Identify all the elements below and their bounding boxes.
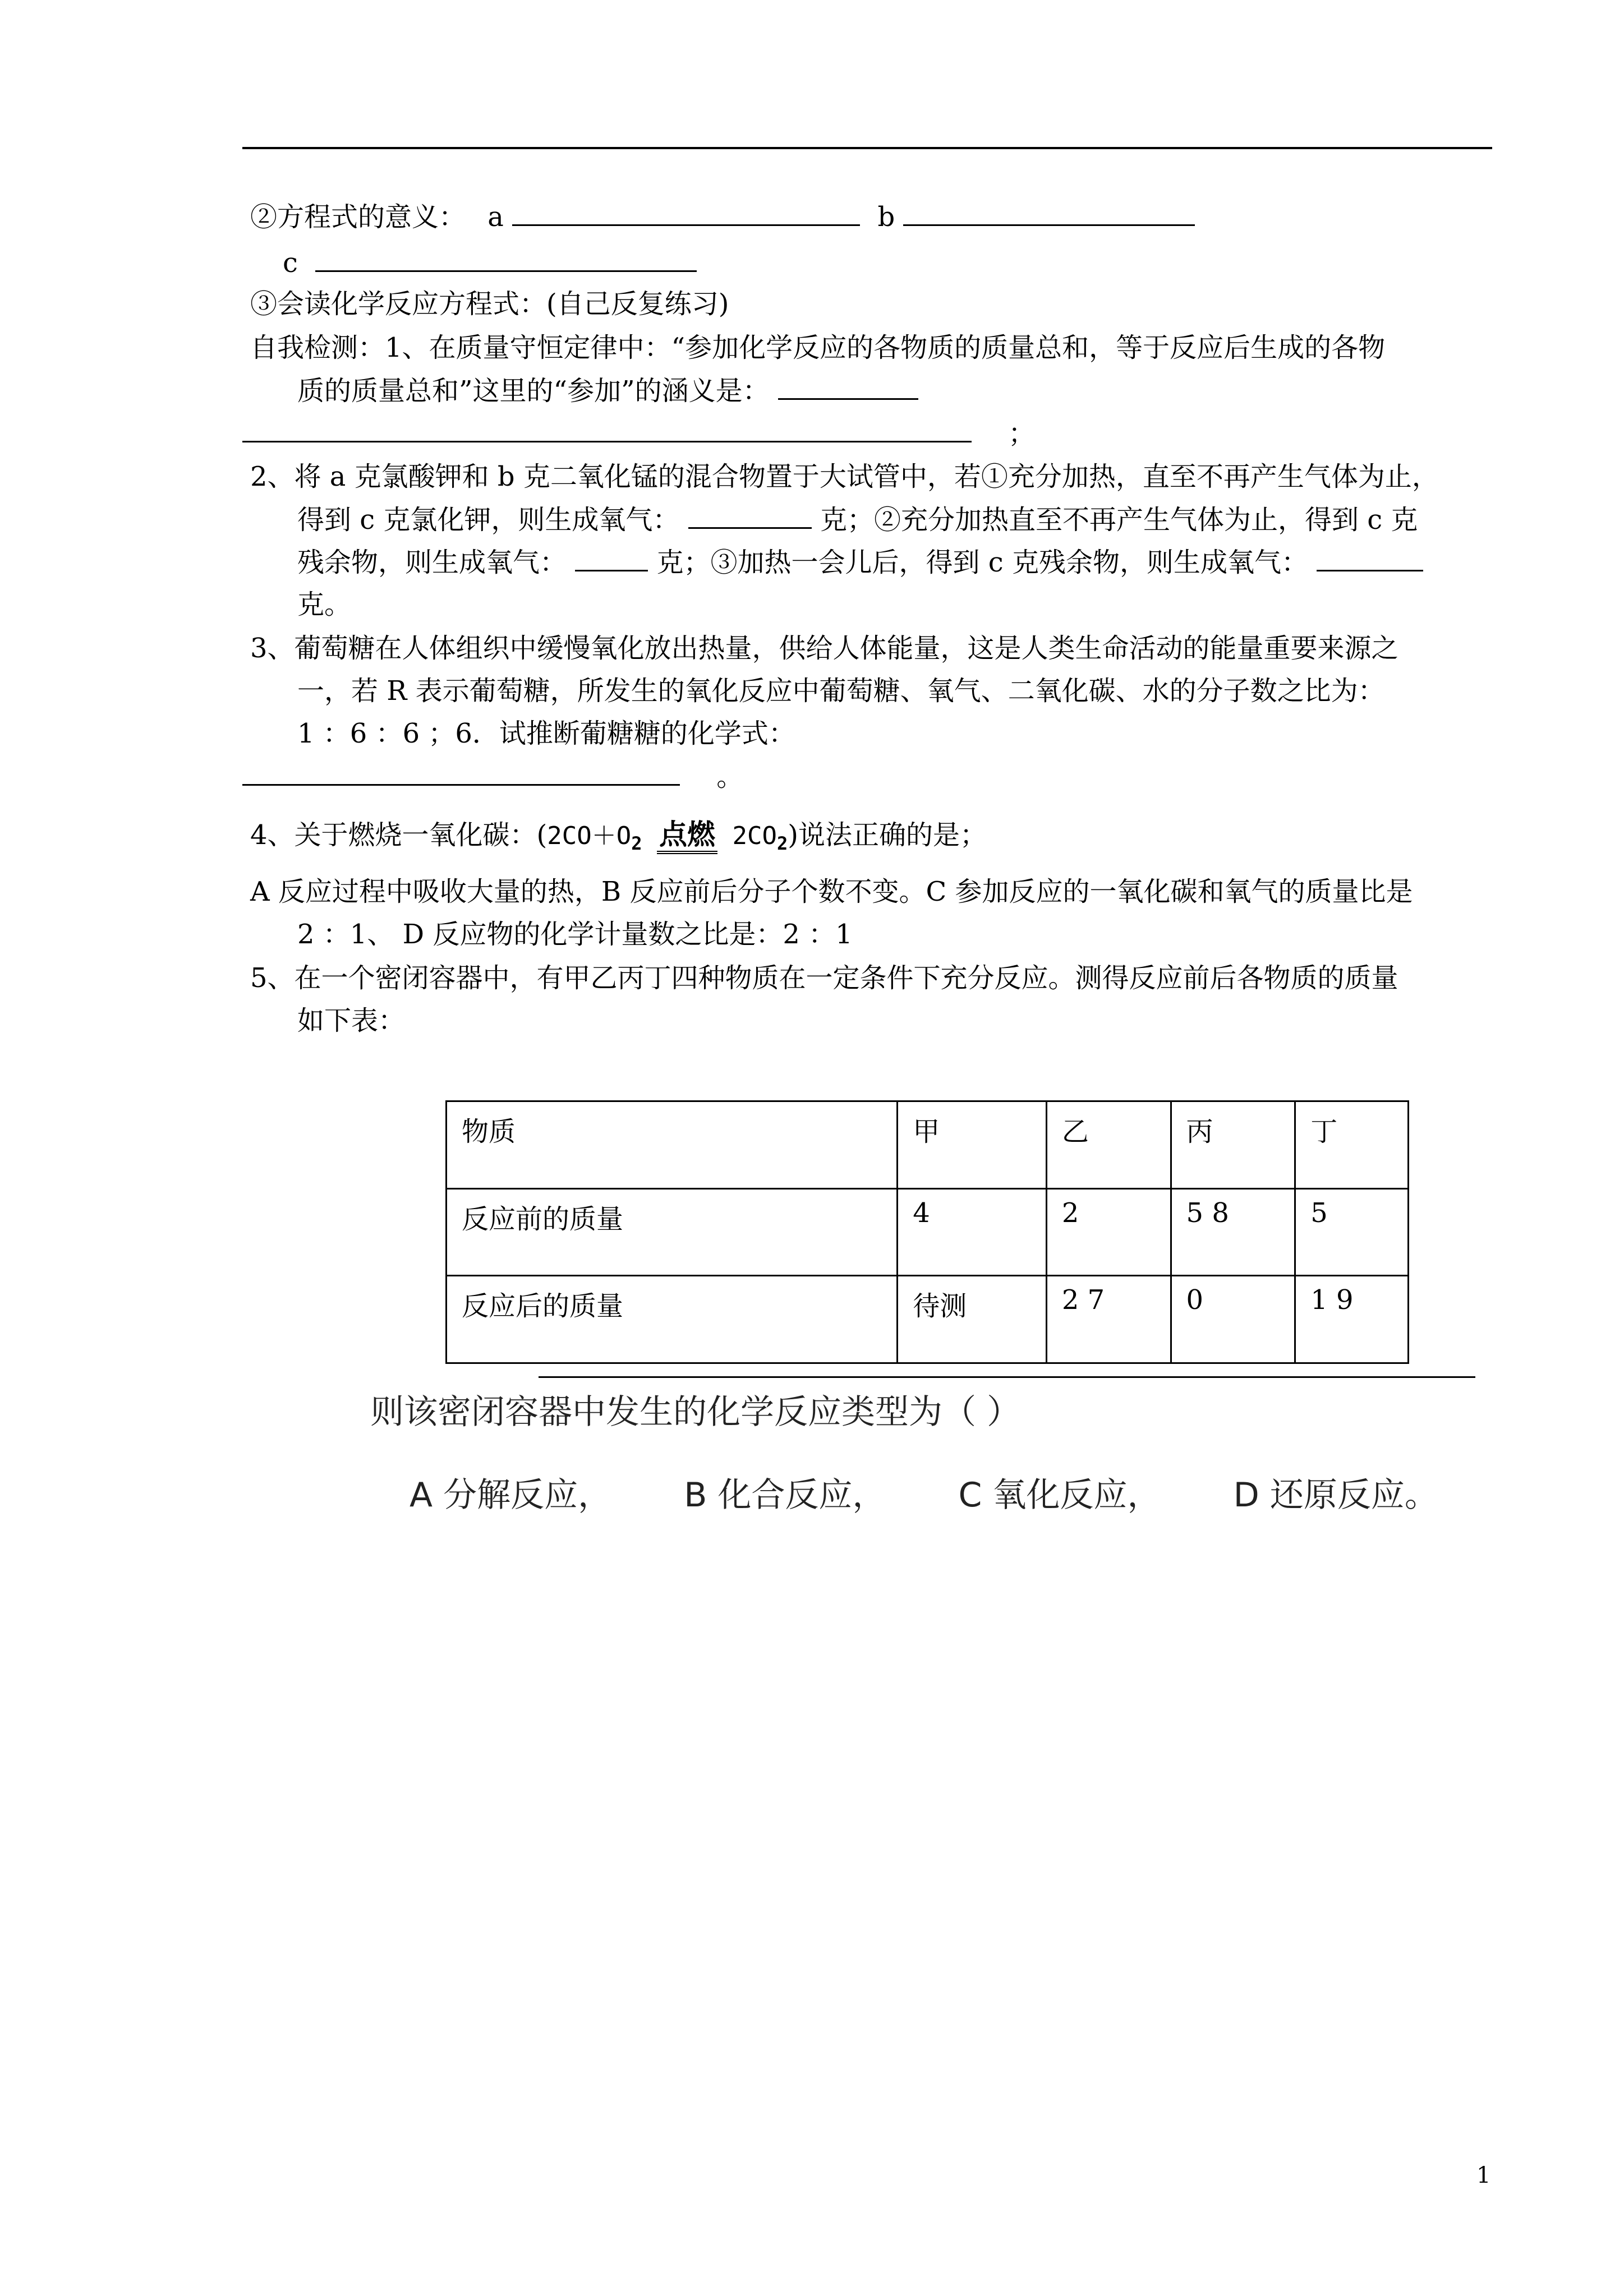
blank-a <box>512 200 860 226</box>
q1-line2-text: 质的质量总和”这里的“参加”的涵义是： <box>297 375 770 407</box>
eq-sub1: 2 <box>631 832 642 854</box>
option-a: A 分解反应， <box>410 1476 612 1515</box>
q1-line1: 自我检测：1、在质量守恒定律中：“参加化学反应的各物质的质量总和，等于反应后生成的各物 <box>250 332 1386 363</box>
table-cell: 1 9 <box>1295 1276 1409 1363</box>
reaction-type-question: 则该密闭容器中发生的化学反应类型为（ ） <box>370 1393 1021 1432</box>
table-tail-rule <box>539 1376 1475 1378</box>
header-rule <box>242 147 1492 149</box>
option-c: C 氧化反应， <box>958 1476 1161 1515</box>
q3-line1: 3、葡萄糖在人体组织中缓慢氧化放出热量，供给人体能量，这是人类生命活动的能量重要来源之 <box>250 633 1398 664</box>
option-b: B 化合反应， <box>684 1476 886 1515</box>
eq-right: 2CO <box>732 822 777 850</box>
table-row <box>447 1188 1409 1276</box>
blank-b <box>903 200 1195 226</box>
blank-a-label: a <box>487 201 504 233</box>
mass-table <box>445 1100 1409 1364</box>
q1-line2 <box>297 374 918 408</box>
blank-c-label: c <box>283 247 298 279</box>
q5-line1: 5、在一个密闭容器中，有甲乙丙丁四种物质在一定条件下充分反应。测得反应前后各物质的质量 <box>250 962 1398 994</box>
table-cell: 反应后的质量 <box>447 1276 898 1363</box>
q4-prefix: 4、关于燃烧一氧化碳：( <box>250 819 548 851</box>
q2-line2a: 得到 c 克氯化钾，则生成氧气： <box>297 504 680 536</box>
q1-end: ； <box>1008 418 1036 449</box>
option-d: D 还原反应。 <box>1233 1476 1438 1515</box>
q1-blank-2 <box>242 416 972 442</box>
q2-line4: 克。 <box>297 589 352 620</box>
q2-blank-1 <box>688 502 812 529</box>
reaction-type-options <box>410 1468 1500 1516</box>
table-cell: 2 7 <box>1046 1276 1171 1363</box>
table-row <box>447 1276 1409 1363</box>
q2-line2 <box>297 502 1418 537</box>
meaning-c-line <box>283 246 697 280</box>
q5-line2: 如下表： <box>297 1005 406 1036</box>
equation <box>547 812 788 866</box>
q3-line2: 一，若 R 表示葡萄糖，所发生的氧化反应中葡萄糖、氧气、二氧化碳、水的分子数之比为： <box>297 675 1385 707</box>
eq-sub2: 2 <box>777 832 788 854</box>
q2-blank-3 <box>1317 545 1423 571</box>
table-header-cell: 物质 <box>447 1101 898 1189</box>
blank-b-label: b <box>877 201 895 233</box>
q4-options-line2: 2 ：1、 D 反应物的化学计量数之比是：2 ：1 <box>297 919 853 950</box>
table-header-cell: 乙 <box>1046 1101 1171 1189</box>
meaning-label: ②方程式的意义： <box>250 201 466 233</box>
q3-line3: 1 ：6 ：6 ；6．试推断葡糖糖的化学式： <box>297 718 795 749</box>
table-cell: 2 <box>1046 1188 1171 1276</box>
q4-suffix: )说法正确的是； <box>788 819 987 851</box>
q2-line3 <box>297 545 1423 579</box>
table-header-cell: 丁 <box>1295 1101 1409 1189</box>
eq-condition: 点燃 <box>657 818 717 854</box>
q2-line3a: 残余物，则生成氧气： <box>297 547 567 578</box>
q3-blank <box>242 759 680 786</box>
q2-line3b: 克；③加热一会儿后，得到 c 克残余物，则生成氧气： <box>656 547 1308 578</box>
eq-left: 2CO＋O <box>547 822 632 850</box>
q3-line4 <box>242 759 743 794</box>
meaning-line <box>250 200 1195 234</box>
q4-options-line1: A 反应过程中吸收大量的热，B 反应前后分子个数不变。C 参加反应的一氧化碳和氧气的质量比是 <box>250 876 1413 907</box>
q2-line2b: 克；②充分加热直至不再产生气体为止，得到 c 克 <box>820 504 1418 536</box>
table-header-cell: 丙 <box>1171 1101 1295 1189</box>
blank-c <box>315 246 697 272</box>
table-cell: 0 <box>1171 1276 1295 1363</box>
q1-blank-1 <box>778 374 918 400</box>
q2-line1: 2、将 a 克氯酸钾和 b 克二氧化锰的混合物置于大试管中，若①充分加热，直至不再产生气体为止， <box>250 461 1439 492</box>
q2-blank-2 <box>575 545 648 571</box>
q4-line <box>250 812 987 866</box>
table-cell: 5 <box>1295 1188 1409 1276</box>
table-cell: 5 8 <box>1171 1188 1295 1276</box>
page-number: 1 <box>1476 2163 1491 2188</box>
q3-end: 。 <box>716 761 744 792</box>
table-header-cell: 甲 <box>898 1101 1047 1189</box>
table-row <box>447 1101 1409 1189</box>
q1-line3 <box>242 416 1035 450</box>
table-cell: 4 <box>898 1188 1047 1276</box>
read-equation-line: ③会读化学反应方程式：(自己反复练习) <box>250 288 729 320</box>
table-cell: 待测 <box>898 1276 1047 1363</box>
table-cell: 反应前的质量 <box>447 1188 898 1276</box>
